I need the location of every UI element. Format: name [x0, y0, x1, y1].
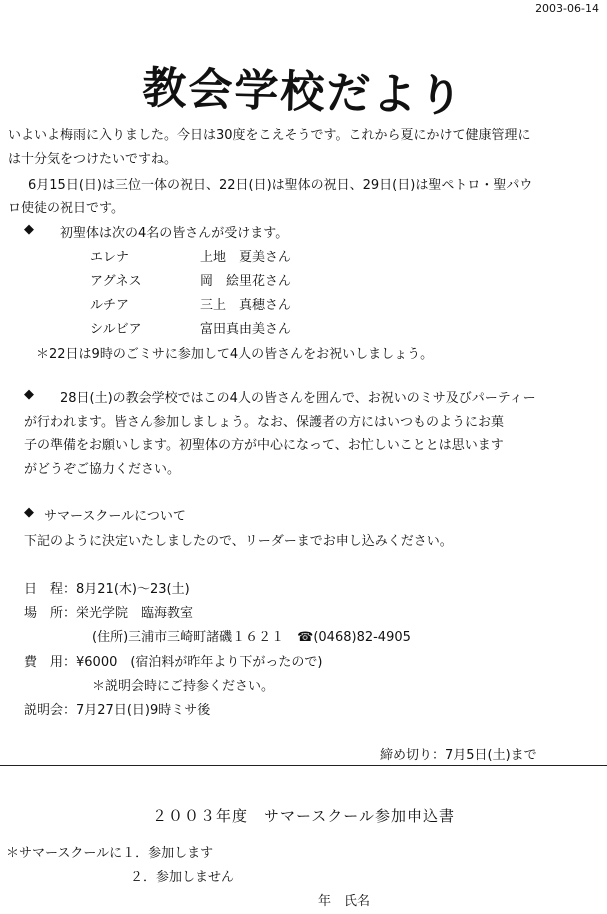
- intro-line-1: いよいよ梅雨に入りました。今日は30度をこえそうです。これから夏にかけて健康管理に: [8, 128, 531, 143]
- party-line-1: 28日(土)の教会学校ではこの4人の皆さんを囲んで、お祝いのミサ及びパーティー: [60, 391, 536, 406]
- summer-fee-note: ＊説明会時にご持参ください。: [92, 679, 275, 694]
- divider: [0, 765, 607, 766]
- communion-note: ＊22日は9時のごミサに参加して4人の皆さんをお祝いしましょう。: [36, 347, 434, 362]
- person-name: 富田真由美さん: [200, 322, 292, 337]
- person-name: 岡 絵里花さん: [200, 274, 292, 289]
- summer-fee: 費 用：¥6000 (宿泊料が昨年より下がったので): [24, 655, 323, 670]
- intro-line-2: は十分気をつけたいですね。: [8, 152, 178, 167]
- person-baptismal-name: シルビア: [90, 322, 142, 337]
- party-line-4: がどうぞご協力ください。: [24, 462, 181, 477]
- page-title: 教会学校だより: [141, 62, 465, 123]
- person-baptismal-name: ルチア: [90, 298, 130, 313]
- summer-intro: 下記のように決定いたしましたので、リーダーまでお申し込みください。: [24, 534, 453, 549]
- summer-briefing: 説明会：7月27日(日)9時ミサ後: [24, 703, 211, 718]
- party-bullet: ◆: [24, 387, 34, 402]
- communion-heading: 初聖体は次の4名の皆さんが受けます。: [60, 226, 289, 241]
- summer-place: 場 所：栄光学院 臨海教室: [24, 606, 194, 621]
- person-baptismal-name: アグネス: [90, 274, 142, 289]
- person-baptismal-name: エレナ: [90, 250, 130, 265]
- intro-line-3: 6月15日(日)は三位一体の祝日、22日(日)は聖体の祝日、29日(日)は聖ペトロ・聖パウ: [28, 178, 533, 193]
- summer-address: (住所)三浦市三崎町諸磯１６２１ ☎(0468)82-4905: [92, 630, 411, 645]
- form-title: ２００３年度 サマースクール参加申込書: [152, 807, 455, 825]
- summer-schedule: 日 程：8月21(木)～23(土): [24, 582, 190, 597]
- party-line-2: が行われます。皆さん参加しましょう。なお、保護者の方にはいつものようにお菓: [24, 415, 504, 430]
- date-stamp: 2003-06-14: [535, 2, 599, 15]
- form-grade-name-label: 年 氏名: [318, 894, 371, 909]
- summer-deadline: 締め切り：7月5日(土)まで: [380, 748, 537, 763]
- party-line-3: 子の準備をお願いします。初聖体の方が中心になって、お忙しいこととは思います: [24, 438, 504, 453]
- summer-heading: サマースクールについて: [44, 509, 186, 524]
- summer-bullet: ◆: [24, 505, 34, 520]
- person-name: 上地 夏美さん: [200, 250, 292, 265]
- person-name: 三上 真穂さん: [200, 298, 292, 313]
- form-option-attend: ＊サマースクールに１．参加します: [6, 846, 214, 861]
- intro-line-4: ロ使徒の祝日です。: [8, 201, 124, 216]
- form-option-decline: ２．参加しません: [130, 870, 235, 885]
- communion-bullet: ◆: [24, 222, 34, 237]
